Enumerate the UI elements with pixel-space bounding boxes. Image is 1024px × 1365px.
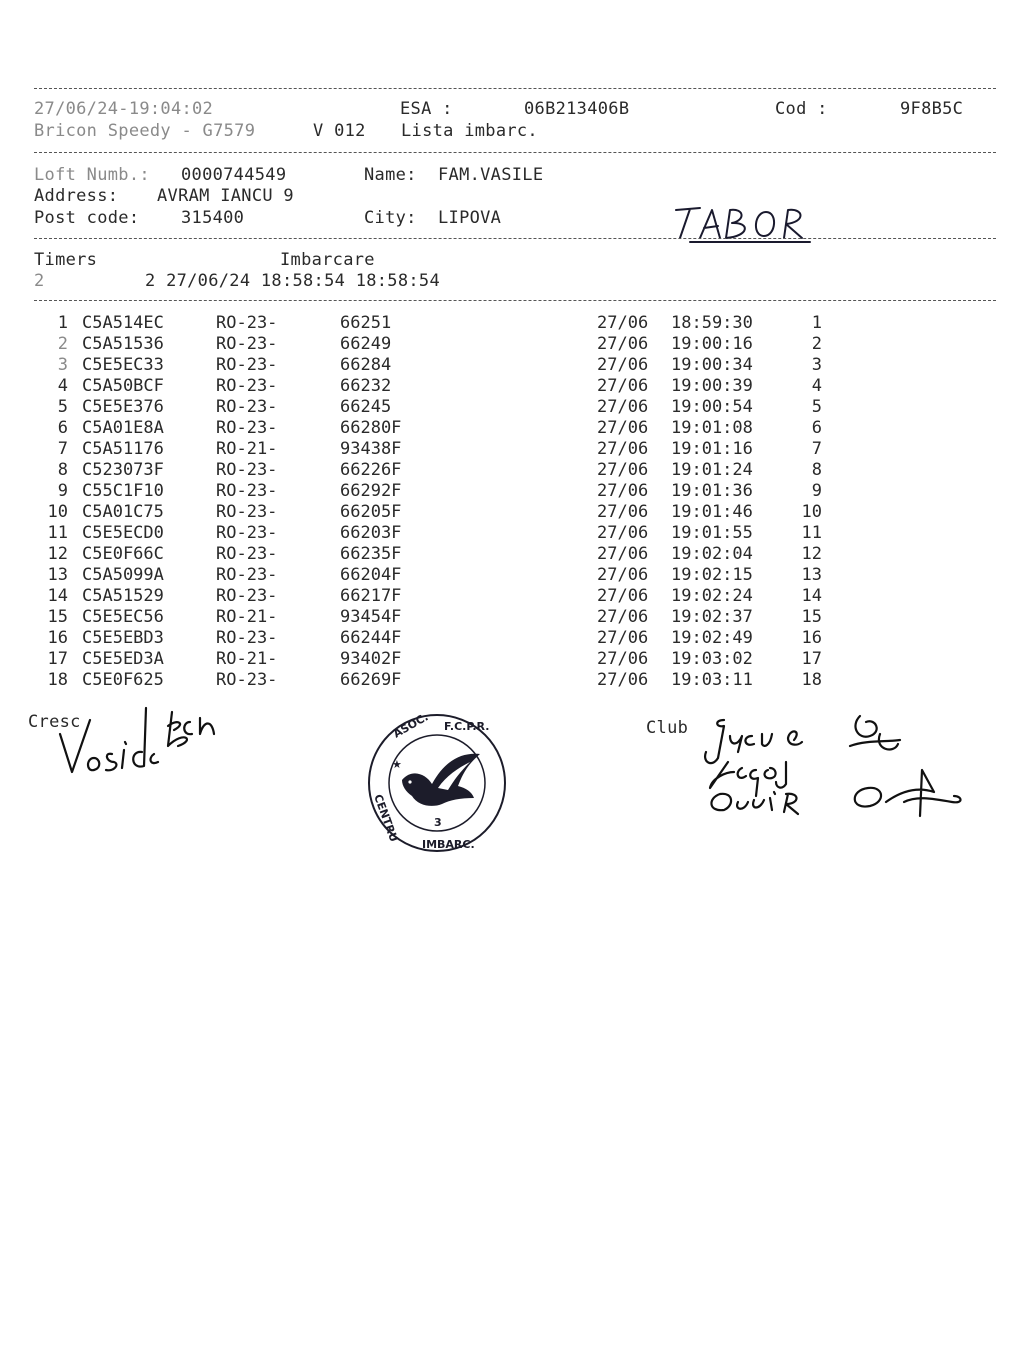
row-number: 18 bbox=[47, 670, 68, 690]
bird-row bbox=[0, 565, 1024, 586]
divider bbox=[34, 152, 996, 153]
timers-label: Timers bbox=[34, 250, 98, 270]
chip-id: C5E5E376 bbox=[82, 397, 164, 417]
arrival-time: 19:02:04 bbox=[671, 544, 753, 564]
bird-row bbox=[0, 670, 1024, 691]
bird-row bbox=[0, 313, 1024, 334]
ring-prefix: RO-23- bbox=[216, 460, 278, 480]
ring-number: 66292F bbox=[340, 481, 402, 501]
ring-prefix: RO-23- bbox=[216, 418, 278, 438]
bird-row bbox=[0, 544, 1024, 565]
arrival-date: 27/06 bbox=[597, 607, 649, 627]
divider bbox=[34, 238, 996, 239]
ring-prefix: RO-23- bbox=[216, 376, 278, 396]
address-label: Address: bbox=[34, 186, 119, 206]
position: 2 bbox=[811, 334, 822, 354]
arrival-time: 19:00:54 bbox=[671, 397, 753, 417]
arrival-date: 27/06 bbox=[597, 544, 649, 564]
arrival-date: 27/06 bbox=[597, 334, 649, 354]
post-code: 315400 bbox=[181, 208, 245, 228]
club-stamp bbox=[362, 708, 512, 858]
arrival-time: 19:00:34 bbox=[671, 355, 753, 375]
arrival-date: 27/06 bbox=[597, 502, 649, 522]
arrival-date: 27/06 bbox=[597, 565, 649, 585]
imbarcare-line: 2 27/06/24 18:58:54 18:58:54 bbox=[145, 271, 440, 291]
position: 3 bbox=[811, 355, 822, 375]
chip-id: C5E5EBD3 bbox=[82, 628, 164, 648]
ring-prefix: RO-23- bbox=[216, 523, 278, 543]
chip-id: C5A01C75 bbox=[82, 502, 164, 522]
chip-id: C5E5ED3A bbox=[82, 649, 164, 669]
timestamp: 27/06/24-19:04:02 bbox=[34, 99, 214, 119]
ring-prefix: RO-23- bbox=[216, 397, 278, 417]
position: 12 bbox=[801, 544, 822, 564]
ring-prefix: RO-23- bbox=[216, 313, 278, 333]
svg-text:3: 3 bbox=[434, 816, 442, 829]
ring-number: 66203F bbox=[340, 523, 402, 543]
ring-prefix: RO-23- bbox=[216, 670, 278, 690]
chip-id: C5E5ECD0 bbox=[82, 523, 164, 543]
row-number: 9 bbox=[57, 481, 68, 501]
device-name: Bricon Speedy - G7579 bbox=[34, 121, 256, 141]
ring-prefix: RO-23- bbox=[216, 565, 278, 585]
bird-row bbox=[0, 397, 1024, 418]
arrival-time: 19:01:08 bbox=[671, 418, 753, 438]
chip-id: C5A01E8A bbox=[82, 418, 164, 438]
bird-row bbox=[0, 418, 1024, 439]
arrival-date: 27/06 bbox=[597, 586, 649, 606]
arrival-date: 27/06 bbox=[597, 397, 649, 417]
esa-label: ESA : bbox=[400, 99, 453, 119]
ring-prefix: RO-23- bbox=[216, 334, 278, 354]
svg-text:CENTRU: CENTRU bbox=[371, 792, 401, 844]
bird-row bbox=[0, 649, 1024, 670]
owner-name: FAM.VASILE bbox=[438, 165, 544, 185]
bird-row bbox=[0, 628, 1024, 649]
row-number: 7 bbox=[57, 439, 68, 459]
arrival-time: 19:01:55 bbox=[671, 523, 753, 543]
divider bbox=[34, 88, 996, 89]
divider bbox=[34, 300, 996, 301]
ring-prefix: RO-23- bbox=[216, 502, 278, 522]
ring-number: 66244F bbox=[340, 628, 402, 648]
ring-number: 66232 bbox=[340, 376, 392, 396]
ring-prefix: RO-23- bbox=[216, 586, 278, 606]
bird-row bbox=[0, 586, 1024, 607]
club-signatures bbox=[690, 706, 980, 826]
position: 11 bbox=[801, 523, 822, 543]
row-number: 14 bbox=[47, 586, 68, 606]
ring-number: 66251 bbox=[340, 313, 392, 333]
arrival-date: 27/06 bbox=[597, 670, 649, 690]
chip-id: C5E5EC33 bbox=[82, 355, 164, 375]
svg-text:IMBARC.: IMBARC. bbox=[422, 838, 475, 851]
row-number: 15 bbox=[47, 607, 68, 627]
chip-id: C523073F bbox=[82, 460, 164, 480]
row-number: 17 bbox=[47, 649, 68, 669]
ring-number: 93402F bbox=[340, 649, 402, 669]
ring-number: 66235F bbox=[340, 544, 402, 564]
svg-text:F.C.P.R.: F.C.P.R. bbox=[444, 720, 490, 733]
row-number: 6 bbox=[57, 418, 68, 438]
ring-prefix: RO-23- bbox=[216, 544, 278, 564]
arrival-date: 27/06 bbox=[597, 439, 649, 459]
handwritten-tabor-note bbox=[670, 200, 820, 246]
arrival-time: 19:01:16 bbox=[671, 439, 753, 459]
chip-id: C5E0F66C bbox=[82, 544, 164, 564]
position: 9 bbox=[811, 481, 822, 501]
arrival-date: 27/06 bbox=[597, 376, 649, 396]
chip-id: C5A5099A bbox=[82, 565, 164, 585]
arrival-date: 27/06 bbox=[597, 481, 649, 501]
imbarcare-label: Imbarcare bbox=[280, 250, 375, 270]
arrival-time: 19:01:46 bbox=[671, 502, 753, 522]
svg-text:★: ★ bbox=[392, 758, 402, 771]
position: 15 bbox=[801, 607, 822, 627]
address: AVRAM IANCU 9 bbox=[157, 186, 294, 206]
position: 1 bbox=[811, 313, 822, 333]
position: 7 bbox=[811, 439, 822, 459]
position: 18 bbox=[801, 670, 822, 690]
bird-row bbox=[0, 523, 1024, 544]
cresc-label: Cresc bbox=[28, 712, 81, 732]
arrival-time: 19:01:24 bbox=[671, 460, 753, 480]
arrival-time: 19:02:24 bbox=[671, 586, 753, 606]
chip-id: C5A51529 bbox=[82, 586, 164, 606]
arrival-date: 27/06 bbox=[597, 649, 649, 669]
arrival-time: 19:02:49 bbox=[671, 628, 753, 648]
ring-prefix: RO-23- bbox=[216, 481, 278, 501]
arrival-time: 19:00:39 bbox=[671, 376, 753, 396]
ring-prefix: RO-23- bbox=[216, 628, 278, 648]
arrival-time: 19:02:15 bbox=[671, 565, 753, 585]
arrival-time: 19:03:11 bbox=[671, 670, 753, 690]
row-number: 4 bbox=[57, 376, 68, 396]
bird-row bbox=[0, 376, 1024, 397]
loft-number: 0000744549 bbox=[181, 165, 287, 185]
ring-number: 66269F bbox=[340, 670, 402, 690]
row-number: 5 bbox=[57, 397, 68, 417]
arrival-date: 27/06 bbox=[597, 418, 649, 438]
ring-prefix: RO-21- bbox=[216, 439, 278, 459]
ring-prefix: RO-21- bbox=[216, 607, 278, 627]
row-number: 10 bbox=[47, 502, 68, 522]
position: 6 bbox=[811, 418, 822, 438]
position: 8 bbox=[811, 460, 822, 480]
ring-number: 93454F bbox=[340, 607, 402, 627]
city: LIPOVA bbox=[438, 208, 502, 228]
chip-id: C5A50BCF bbox=[82, 376, 164, 396]
row-number: 11 bbox=[47, 523, 68, 543]
row-number: 8 bbox=[57, 460, 68, 480]
arrival-time: 19:02:37 bbox=[671, 607, 753, 627]
row-number: 12 bbox=[47, 544, 68, 564]
esa-value: 06B213406B bbox=[524, 99, 630, 119]
ring-number: 66249 bbox=[340, 334, 392, 354]
chip-id: C5A51536 bbox=[82, 334, 164, 354]
breeder-signature bbox=[50, 700, 220, 780]
arrival-date: 27/06 bbox=[597, 313, 649, 333]
bird-row bbox=[0, 481, 1024, 502]
chip-id: C5E5EC56 bbox=[82, 607, 164, 627]
row-number: 13 bbox=[47, 565, 68, 585]
name-label: Name: bbox=[364, 165, 417, 185]
ring-number: 66226F bbox=[340, 460, 402, 480]
arrival-date: 27/06 bbox=[597, 628, 649, 648]
list-title: Lista imbarc. bbox=[401, 121, 538, 141]
bird-row bbox=[0, 607, 1024, 628]
firmware-version: V 012 bbox=[313, 121, 366, 141]
bird-row bbox=[0, 502, 1024, 523]
loft-number-label: Loft Numb.: bbox=[34, 165, 150, 185]
position: 13 bbox=[801, 565, 822, 585]
chip-id: C5A51176 bbox=[82, 439, 164, 459]
position: 5 bbox=[811, 397, 822, 417]
arrival-date: 27/06 bbox=[597, 523, 649, 543]
city-label: City: bbox=[364, 208, 417, 228]
row-number: 3 bbox=[57, 355, 68, 375]
chip-id: C5E0F625 bbox=[82, 670, 164, 690]
position: 4 bbox=[811, 376, 822, 396]
ring-number: 66205F bbox=[340, 502, 402, 522]
ring-prefix: RO-23- bbox=[216, 355, 278, 375]
position: 17 bbox=[801, 649, 822, 669]
arrival-date: 27/06 bbox=[597, 460, 649, 480]
row-number: 1 bbox=[57, 313, 68, 333]
chip-id: C55C1F10 bbox=[82, 481, 164, 501]
ring-prefix: RO-21- bbox=[216, 649, 278, 669]
arrival-time: 19:03:02 bbox=[671, 649, 753, 669]
timers-count: 2 bbox=[34, 271, 45, 291]
bird-row bbox=[0, 460, 1024, 481]
row-number: 16 bbox=[47, 628, 68, 648]
ring-number: 66284 bbox=[340, 355, 392, 375]
cod-label: Cod : bbox=[775, 99, 828, 119]
arrival-time: 19:01:36 bbox=[671, 481, 753, 501]
ring-number: 66280F bbox=[340, 418, 402, 438]
arrival-date: 27/06 bbox=[597, 355, 649, 375]
chip-id: C5A514EC bbox=[82, 313, 164, 333]
ring-number: 66204F bbox=[340, 565, 402, 585]
arrival-time: 19:00:16 bbox=[671, 334, 753, 354]
club-label: Club bbox=[646, 718, 689, 738]
position: 16 bbox=[801, 628, 822, 648]
position: 10 bbox=[801, 502, 822, 522]
row-number: 2 bbox=[57, 334, 68, 354]
ring-number: 93438F bbox=[340, 439, 402, 459]
position: 14 bbox=[801, 586, 822, 606]
bird-row bbox=[0, 334, 1024, 355]
arrival-time: 18:59:30 bbox=[671, 313, 753, 333]
ring-number: 66245 bbox=[340, 397, 392, 417]
bird-row bbox=[0, 439, 1024, 460]
bird-row bbox=[0, 355, 1024, 376]
post-code-label: Post code: bbox=[34, 208, 140, 228]
cod-value: 9F8B5C bbox=[900, 99, 964, 119]
svg-text:ASOC.: ASOC. bbox=[391, 710, 431, 741]
ring-number: 66217F bbox=[340, 586, 402, 606]
